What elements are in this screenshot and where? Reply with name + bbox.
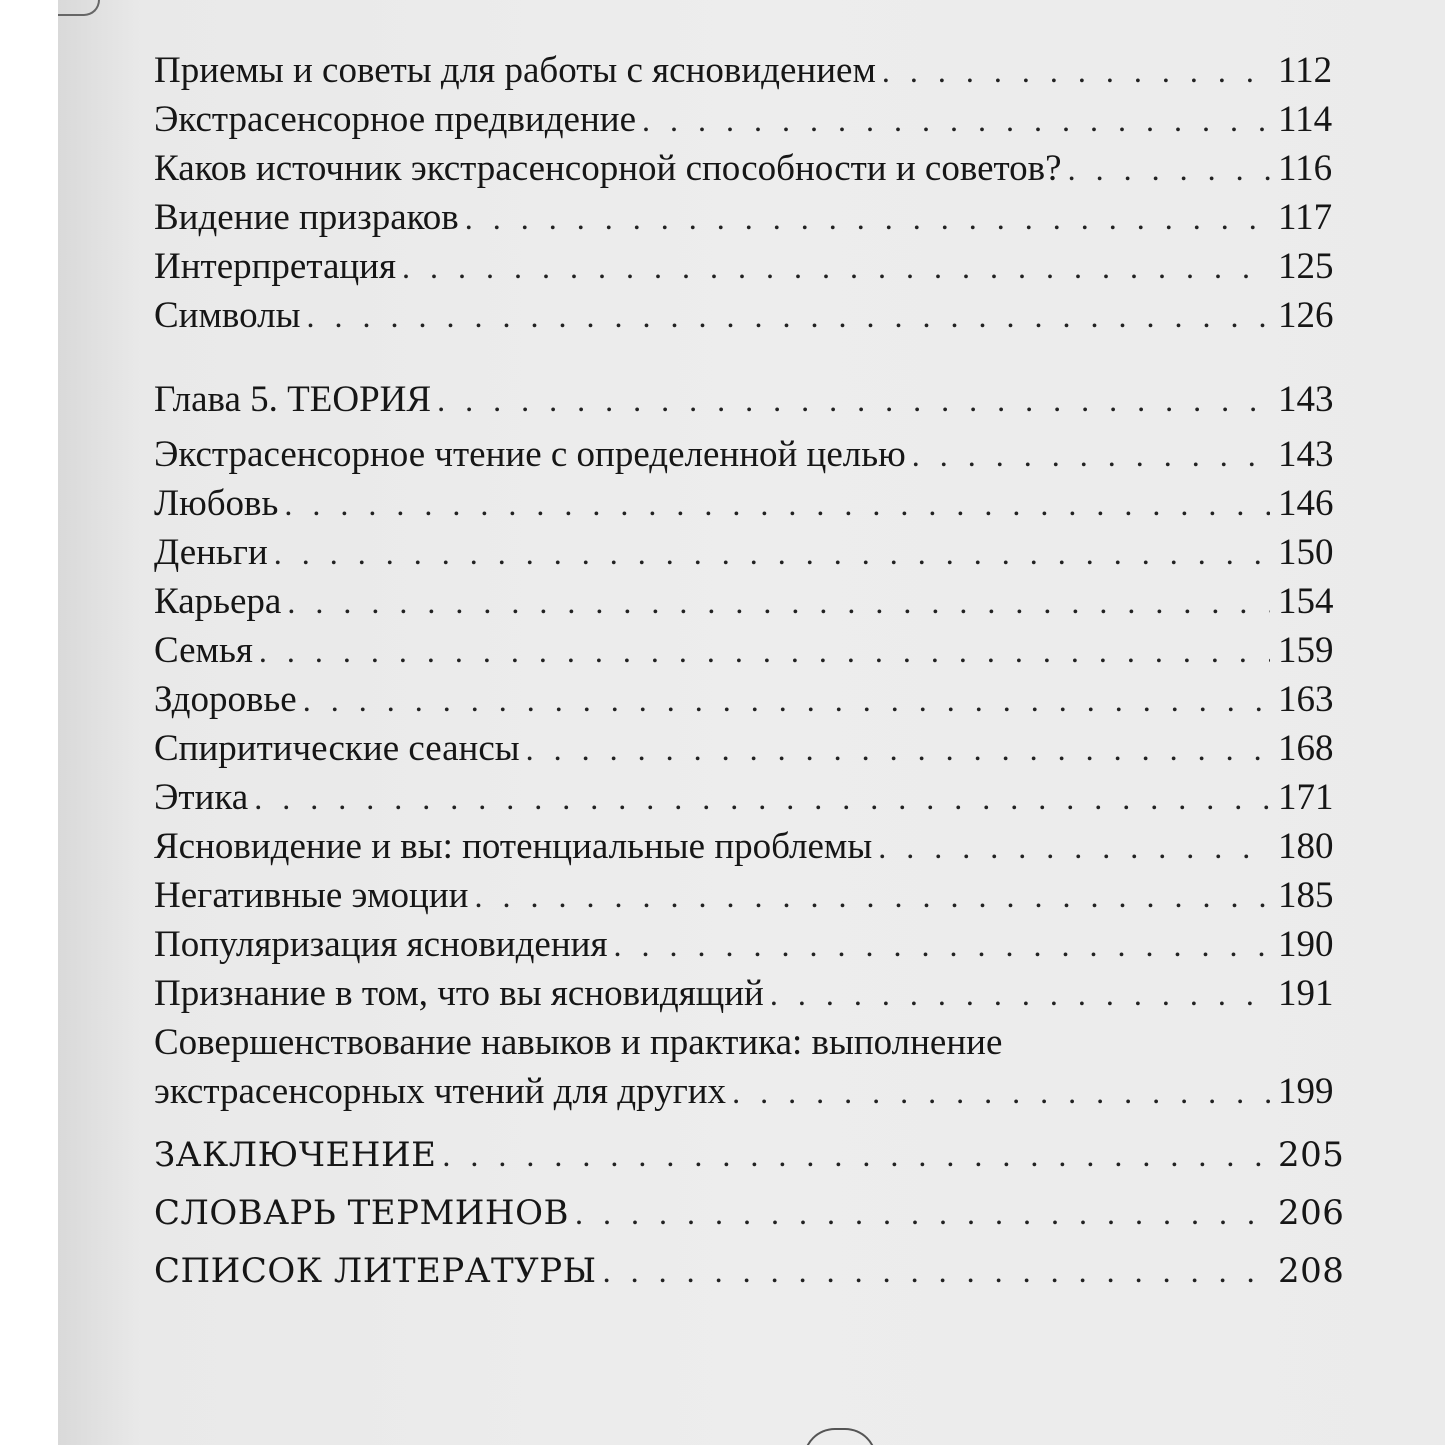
toc-entry	[154, 95, 1333, 144]
dot-leader	[732, 1068, 1270, 1117]
toc-entry-title: Ясновидение и вы: потенциальные проблемы	[154, 826, 873, 867]
toc-entry-title-line1: Совершенствование навыков и практика: выполнение	[154, 1022, 1003, 1063]
toc-entry-title: Каков источник экстрасенсорной способности и советов?	[154, 148, 1062, 189]
toc-entry-title: Видение призраков	[154, 197, 459, 238]
toc-entry	[154, 528, 1334, 577]
toc-entry-page: 180	[1278, 826, 1334, 867]
toc-entry-page: 154	[1278, 581, 1334, 622]
toc-entry-title: Интерпретация	[154, 246, 396, 287]
toc-entry	[154, 144, 1333, 193]
toc-chapter-entry	[154, 375, 1334, 424]
toc-entry-title: Спиритические сеансы	[154, 728, 520, 769]
back-matter-title: СПИСОК ЛИТЕРАТУРЫ	[154, 1251, 597, 1291]
toc-entry-page: 150	[1278, 532, 1334, 573]
dot-leader	[259, 627, 1270, 676]
toc-entry	[154, 822, 1334, 871]
chapter-title: Глава 5. ТЕОРИЯ	[154, 379, 432, 420]
toc-entry	[154, 920, 1334, 969]
toc-entry-title: Этика	[154, 777, 249, 818]
toc-entry-title-line2: экстрасенсорных чтений для других	[154, 1071, 727, 1112]
toc-entry-page: 126	[1278, 295, 1334, 336]
book-page	[58, 0, 1445, 1445]
spacer	[154, 340, 1330, 375]
toc-back-matter-entry	[154, 1126, 1345, 1184]
toc-entry	[154, 724, 1334, 773]
toc-entry-page: 159	[1278, 630, 1334, 671]
ornament-mark	[58, 0, 100, 16]
chapter-page: 143	[1278, 379, 1334, 420]
dot-leader	[274, 529, 1270, 578]
dot-leader	[912, 431, 1270, 480]
toc-entry	[154, 291, 1334, 340]
toc-entry-page: 117	[1278, 197, 1333, 238]
toc-entry-title: Экстрасенсорное чтение с определенной целью	[154, 434, 906, 475]
toc-entry-page: 185	[1278, 875, 1334, 916]
toc-entry-title: Карьера	[154, 581, 282, 622]
toc-entry	[154, 969, 1334, 1018]
dot-leader	[878, 823, 1270, 872]
toc-entry-title: Популяризация ясновидения	[154, 924, 608, 965]
back-matter-page: 208	[1278, 1251, 1345, 1291]
toc-entry	[154, 675, 1334, 724]
toc-entry-title: Приемы и советы для работы с ясновидением	[154, 50, 876, 91]
dot-leader	[526, 725, 1270, 774]
toc-entry	[154, 871, 1334, 920]
toc-entry-page: 112	[1278, 50, 1333, 91]
toc-entry-multiline-last	[154, 1067, 1334, 1116]
toc-entry	[154, 577, 1334, 626]
back-matter-title: ЗАКЛЮЧЕНИЕ	[154, 1135, 437, 1175]
dot-leader	[882, 47, 1270, 96]
back-matter-title: СЛОВАРЬ ТЕРМИНОВ	[154, 1193, 569, 1233]
toc-entry-page: 190	[1278, 924, 1334, 965]
toc-entry-title: Экстрасенсорное предвидение	[154, 99, 636, 140]
dot-leader	[303, 676, 1270, 725]
toc-entry	[154, 430, 1334, 479]
dot-leader	[642, 96, 1270, 145]
dot-leader	[474, 872, 1270, 921]
toc-entry	[154, 773, 1334, 822]
table-of-contents	[154, 46, 1345, 1300]
toc-entry-title: Признание в том, что вы ясновидящий	[154, 973, 764, 1014]
dot-leader	[287, 578, 1270, 627]
toc-entry-page: 171	[1278, 777, 1334, 818]
toc-entry-page: 199	[1278, 1071, 1334, 1112]
back-matter-page: 206	[1278, 1193, 1345, 1233]
back-matter-page: 205	[1278, 1135, 1345, 1175]
dot-leader	[465, 194, 1270, 243]
toc-entry-page: 191	[1278, 973, 1334, 1014]
toc-entry-title: Деньги	[154, 532, 268, 573]
toc-entry-page: 168	[1278, 728, 1334, 769]
toc-entry	[154, 242, 1334, 291]
toc-entry-page: 125	[1278, 246, 1334, 287]
toc-entry	[154, 479, 1334, 528]
toc-entry	[154, 626, 1334, 675]
toc-entry-title: Любовь	[154, 483, 279, 524]
dot-leader	[1068, 145, 1270, 194]
dot-leader	[284, 480, 1270, 529]
toc-entry-page: 116	[1278, 148, 1333, 189]
toc-entry	[154, 46, 1333, 95]
toc-entry-title: Семья	[154, 630, 253, 671]
dot-leader	[306, 292, 1270, 341]
dot-leader	[402, 243, 1270, 292]
toc-entry-title: Негативные эмоции	[154, 875, 469, 916]
toc-entry-multiline-first	[154, 1018, 1330, 1067]
dot-leader	[254, 774, 1270, 823]
toc-entry-page: 143	[1278, 434, 1334, 475]
toc-entry-page: 146	[1278, 483, 1334, 524]
dot-leader	[442, 1126, 1270, 1184]
toc-back-matter-entry	[154, 1242, 1345, 1300]
toc-back-matter-entry	[154, 1184, 1345, 1242]
dot-leader	[613, 921, 1270, 970]
toc-entry-title: Здоровье	[154, 679, 297, 720]
dot-leader	[770, 970, 1270, 1019]
dot-leader	[575, 1184, 1270, 1242]
ornament-mark	[803, 1428, 877, 1445]
spacer	[154, 1116, 1330, 1126]
toc-entry-page: 163	[1278, 679, 1334, 720]
dot-leader	[603, 1242, 1270, 1300]
toc-entry	[154, 193, 1333, 242]
toc-entry-title: Символы	[154, 295, 301, 336]
toc-entry-page: 114	[1278, 99, 1333, 140]
dot-leader	[437, 376, 1270, 425]
